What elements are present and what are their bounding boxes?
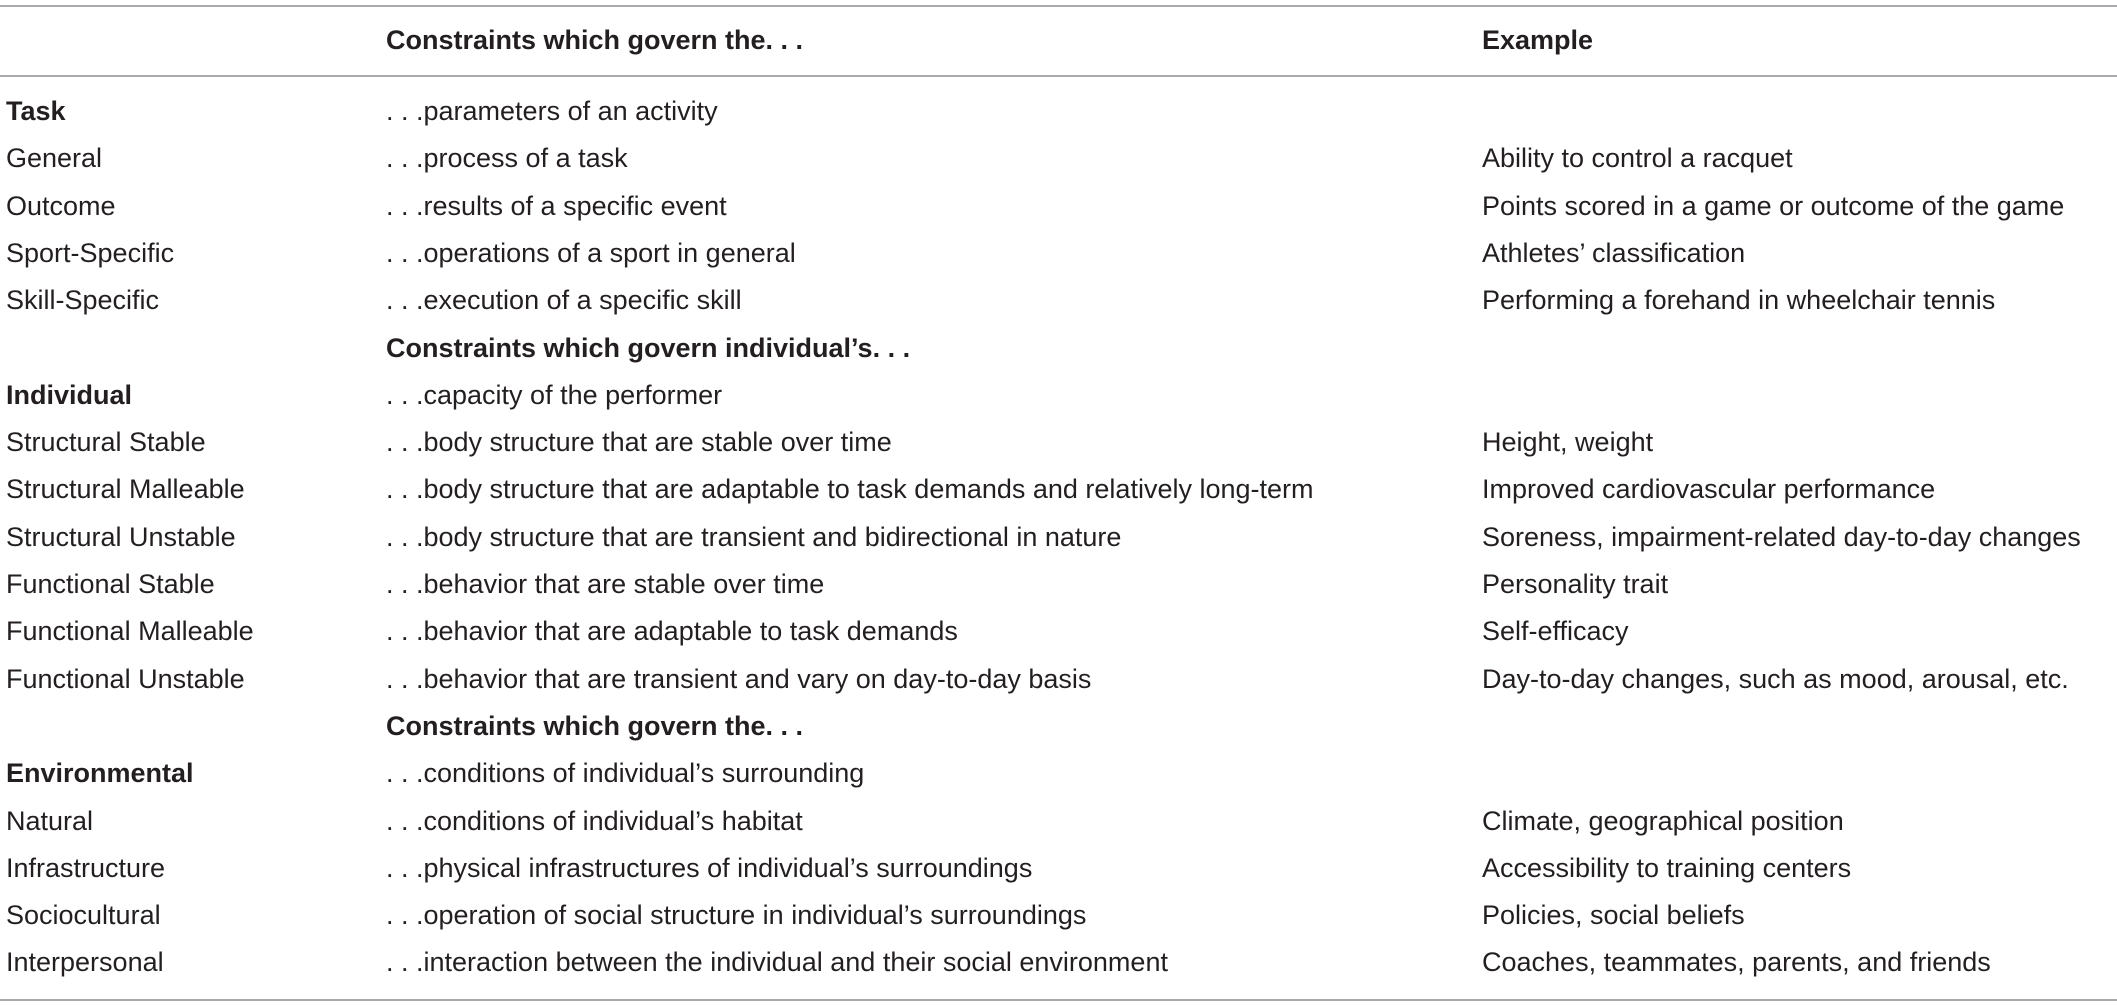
example-cell: Improved cardiovascular performance: [1482, 474, 1936, 505]
table-row: [0, 892, 2117, 939]
table-header: [0, 6, 2117, 75]
constraint-name-cell: Functional Malleable: [6, 616, 254, 647]
table-row: [0, 230, 2117, 277]
constraint-description-cell: . . .body structure that are adaptable to task demands and relatively long-term: [386, 474, 1314, 505]
constraint-name-cell: Structural Stable: [6, 427, 206, 458]
constraint-name-cell: Sociocultural: [6, 900, 161, 931]
constraint-description-cell: . . .behavior that are adaptable to task demands: [386, 616, 958, 647]
constraint-description-cell: . . .body structure that are transient and bidirectional in nature: [386, 521, 1122, 552]
table-category-row: [0, 372, 2117, 419]
example-cell: Personality trait: [1482, 569, 1669, 599]
constraint-description-cell: . . .behavior that are stable over time: [386, 569, 825, 599]
constraint-name-cell: Skill-Specific: [6, 285, 160, 316]
constraint-name-cell: Sport-Specific: [6, 237, 175, 268]
table-row: [0, 419, 2117, 466]
constraint-description-cell: . . .parameters of an activity: [386, 96, 718, 126]
example-cell: Day-to-day changes, such as mood, arousal, etc.: [1482, 663, 2069, 694]
constraint-description-cell: . . .behavior that are transient and vary on day-to-day basis: [386, 663, 1092, 694]
constraint-name-cell: Interpersonal: [6, 947, 164, 978]
example-cell: Policies, social beliefs: [1482, 900, 1745, 931]
table-row: [0, 277, 2117, 324]
constraint-name-cell: Functional Stable: [6, 569, 215, 599]
constraint-description-cell: . . .operations of a sport in general: [386, 237, 796, 268]
constraint-name-cell: Infrastructure: [6, 852, 166, 883]
constraint-name-cell: Structural Malleable: [6, 474, 245, 505]
table-row: [0, 656, 2117, 703]
table-row: [0, 135, 2117, 182]
constraint-description-cell: . . .physical infrastructures of individual’s surroundings: [386, 852, 1033, 883]
table-row: [0, 845, 2117, 892]
example-cell: Climate, geographical position: [1482, 805, 1844, 836]
constraint-description-cell: Constraints which govern individual’s. . .: [386, 332, 911, 363]
example-cell: Points scored in a game or outcome of the game: [1482, 190, 2065, 221]
constraint-name-cell: Functional Unstable: [6, 663, 245, 694]
constraint-description-cell: . . .body structure that are stable over time: [386, 427, 892, 458]
constraint-name-cell: Environmental: [6, 758, 194, 789]
table-row: [0, 608, 2117, 655]
table-subheader-row: [0, 703, 2117, 750]
header-col3: Example: [1482, 25, 1594, 55]
constraint-description-cell: . . .conditions of individual’s habitat: [386, 805, 803, 836]
constraint-name-cell: Task: [6, 96, 66, 126]
table-row: [0, 561, 2117, 608]
example-cell: Height, weight: [1482, 427, 1654, 458]
constraint-name-cell: Structural Unstable: [6, 521, 236, 552]
table-bottom-rule: [0, 999, 2117, 1001]
constraint-description-cell: . . .interaction between the individual and their social environment: [386, 947, 1168, 978]
example-cell: Coaches, teammates, parents, and friends: [1482, 947, 1991, 978]
example-cell: Athletes’ classification: [1482, 237, 1746, 268]
constraint-name-cell: Individual: [6, 379, 133, 410]
table-header-rule: [0, 75, 2117, 77]
table-category-row: [0, 750, 2117, 797]
constraint-description-cell: . . .capacity of the performer: [386, 379, 723, 410]
table-subheader-row: [0, 325, 2117, 372]
table-row: [0, 183, 2117, 230]
example-cell: Self-efficacy: [1482, 616, 1629, 647]
example-cell: Ability to control a racquet: [1482, 143, 1793, 174]
constraint-description-cell: . . .conditions of individual’s surrounding: [386, 758, 865, 789]
constraint-description-cell: . . .process of a task: [386, 143, 628, 174]
table-row: [0, 514, 2117, 561]
example-cell: Soreness, impairment-related day-to-day changes: [1482, 521, 2081, 552]
constraint-description-cell: . . .execution of a specific skill: [386, 285, 742, 316]
table-row: [0, 939, 2117, 986]
example-cell: Accessibility to training centers: [1482, 852, 1852, 883]
table-row: [0, 798, 2117, 845]
table-row: [0, 466, 2117, 513]
constraint-description-cell: Constraints which govern the. . .: [386, 710, 804, 741]
example-cell: Performing a forehand in wheelchair tennis: [1482, 285, 1996, 316]
constraint-name-cell: Natural: [6, 805, 94, 836]
header-col2: Constraints which govern the. . .: [386, 25, 804, 55]
constraint-name-cell: Outcome: [6, 190, 116, 221]
table-category-row: [0, 88, 2117, 135]
constraint-name-cell: General: [6, 143, 103, 174]
constraint-description-cell: . . .operation of social structure in individual’s surroundings: [386, 900, 1087, 931]
constraint-description-cell: . . .results of a specific event: [386, 190, 727, 221]
